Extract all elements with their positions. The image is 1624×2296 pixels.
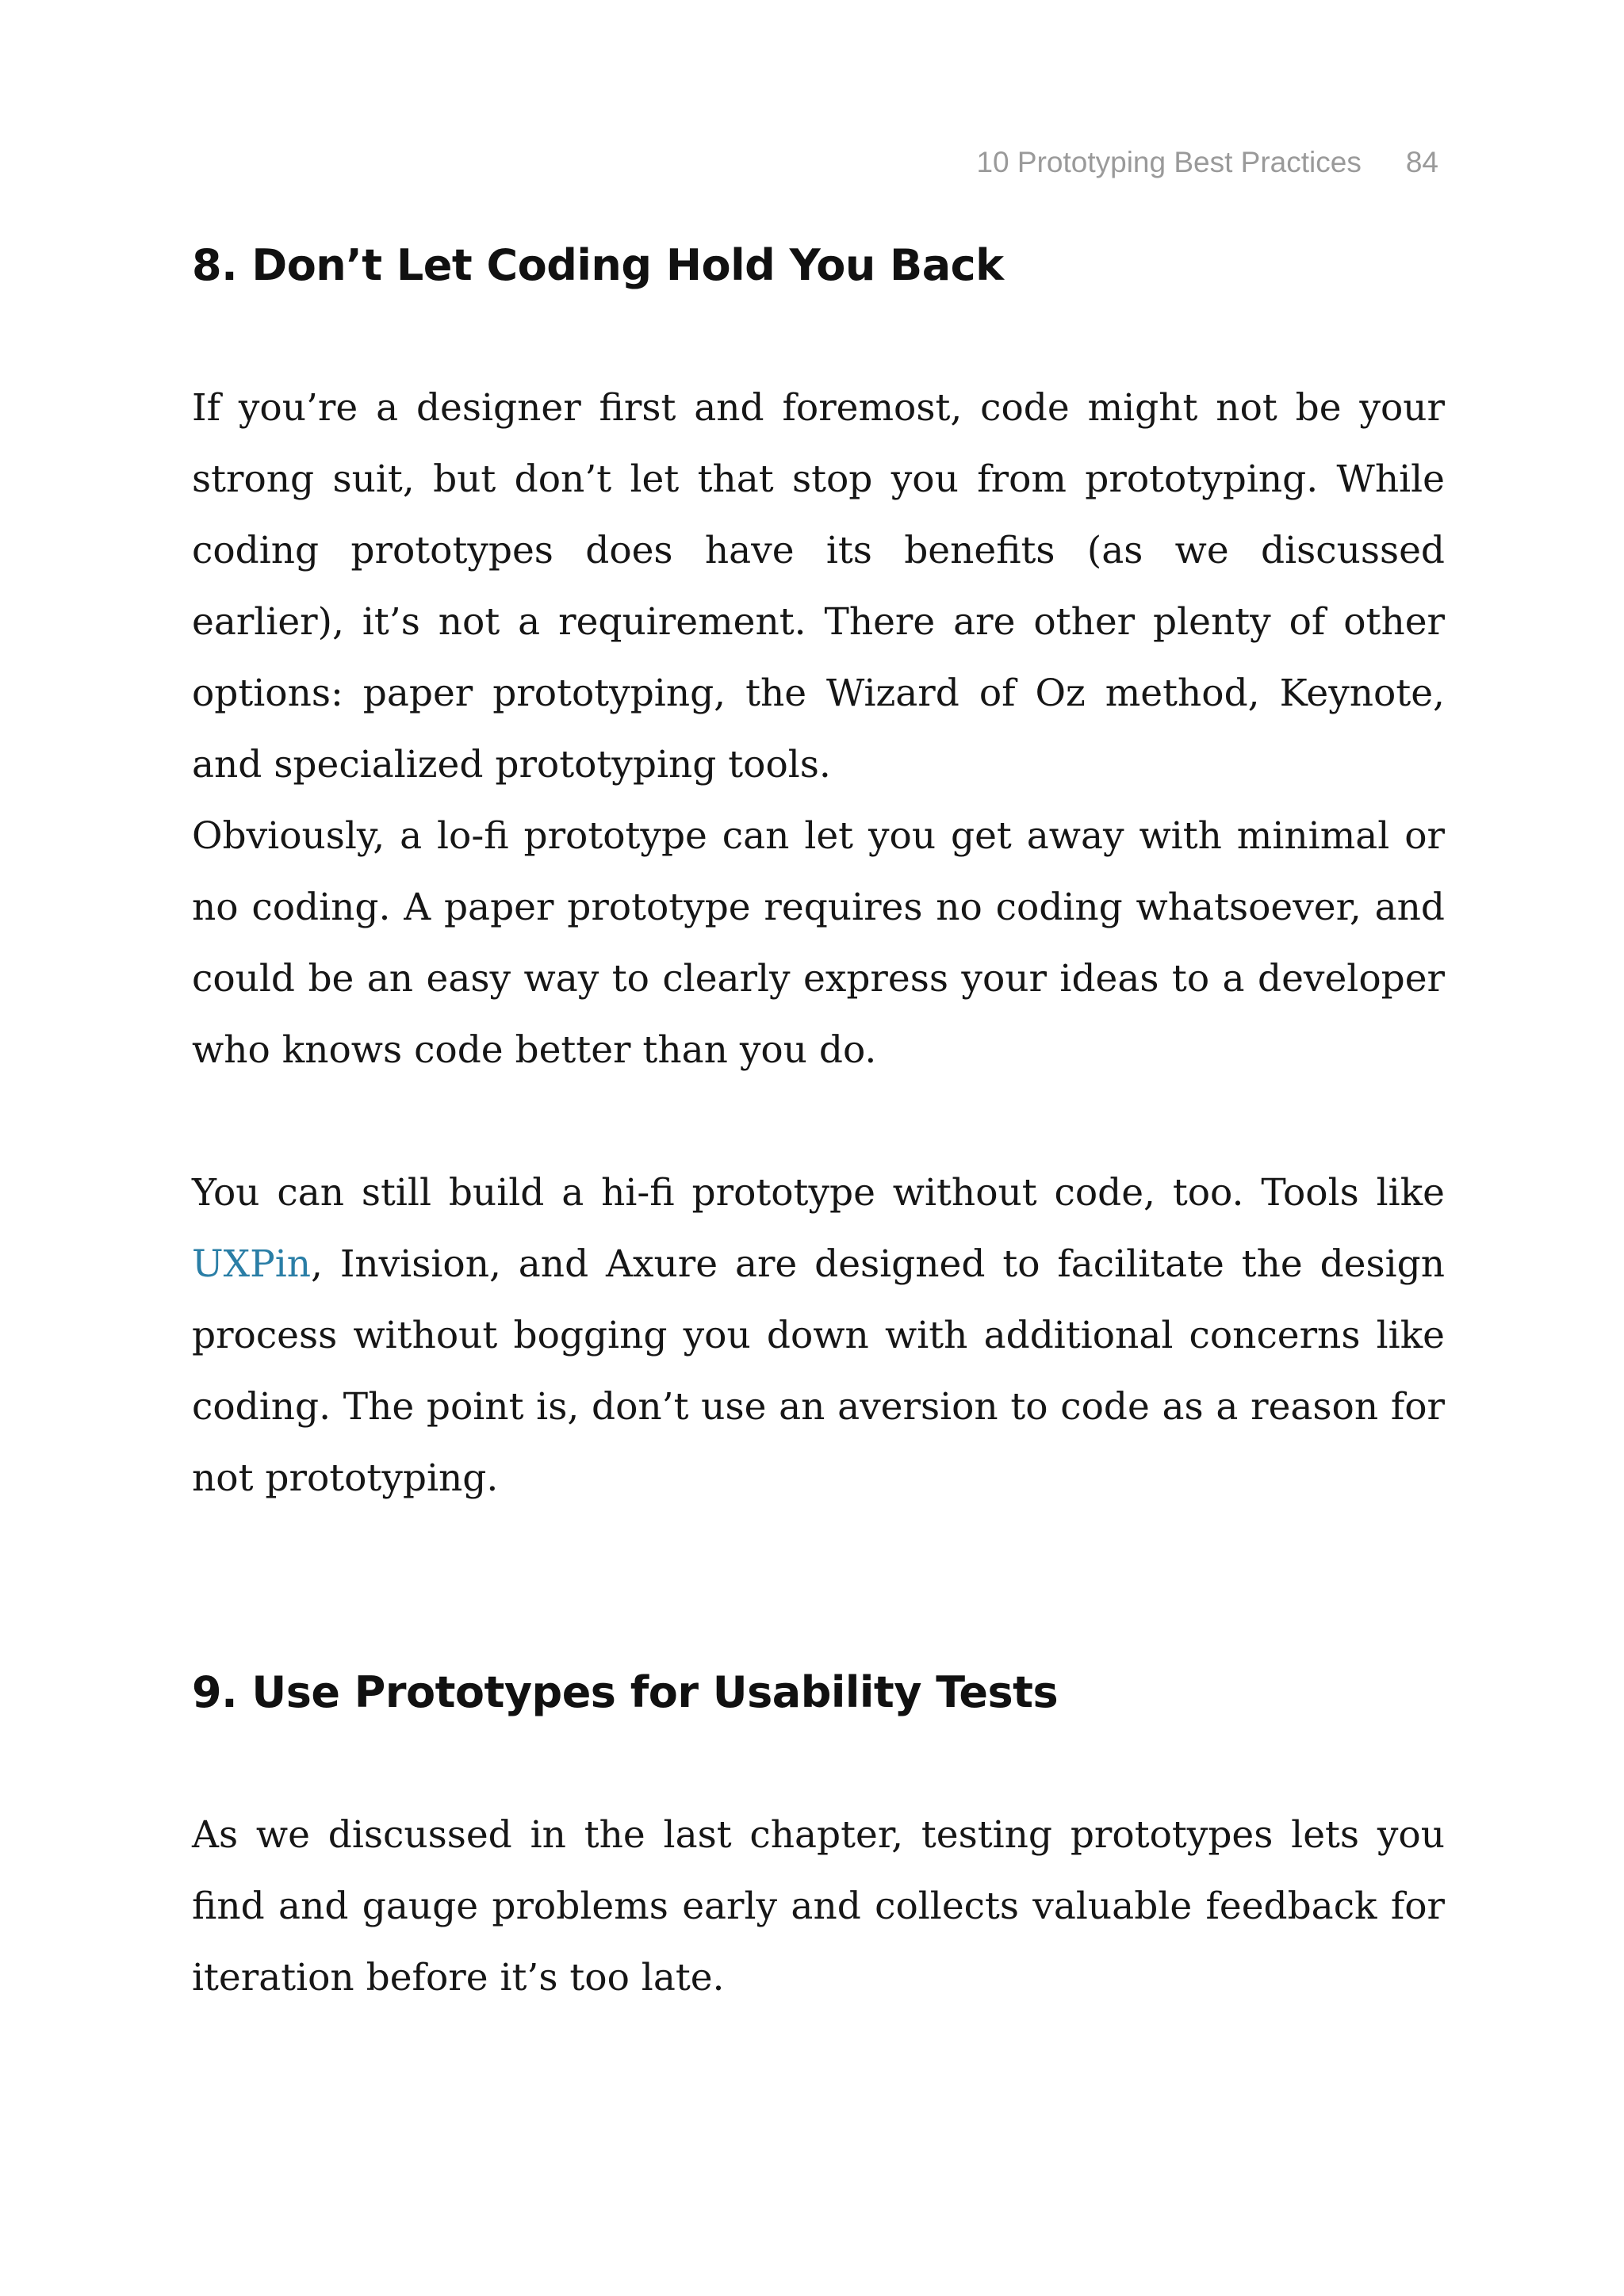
paragraph-3-lead: You can still build a hi-fi prototype without code, too. Tools like — [192, 1171, 1445, 1215]
section-8-heading: 8. Don’t Let Coding Hold You Back — [192, 240, 1004, 290]
running-header — [976, 146, 1438, 179]
paragraph-3-rest: , Invision, and Axure are designed to facilitate the design process without bogging you down with additional concerns like coding. The point is, don’t use an aversion to code as a reason for not prototyping. — [192, 1242, 1445, 1500]
chapter-title: 10 Prototyping Best Practices — [976, 146, 1362, 178]
section-8-paragraph-3 — [192, 1158, 1445, 1514]
page-content — [192, 230, 1445, 2014]
section-8-paragraph-1: If you’re a designer first and foremost, code might not be your strong suit, but don’t let that stop you from prototyping. While coding prototypes does have its benefits (as we discussed earlier), it’s not a requirement. There are other plenty of other options: paper prototyping, the Wizard of Oz method, Keynote, and specialized prototyping tools. — [192, 386, 1445, 786]
section-9-paragraph-1: As we discussed in the last chapter, testing prototypes lets you find and gauge problems early and collects valuable feedback for iteration before it’s too late. — [192, 1813, 1445, 1999]
section-9-heading: 9. Use Prototypes for Usability Tests — [192, 1667, 1059, 1717]
page-number: 84 — [1405, 146, 1438, 178]
section-8-paragraph-2: Obviously, a lo-fi prototype can let you get away with minimal or no coding. A paper prototype requires no coding whatsoever, and could be an easy way to clearly express your ideas to a developer who knows code better than you do. — [192, 814, 1445, 1072]
uxpin-link[interactable]: UXPin — [192, 1242, 311, 1286]
